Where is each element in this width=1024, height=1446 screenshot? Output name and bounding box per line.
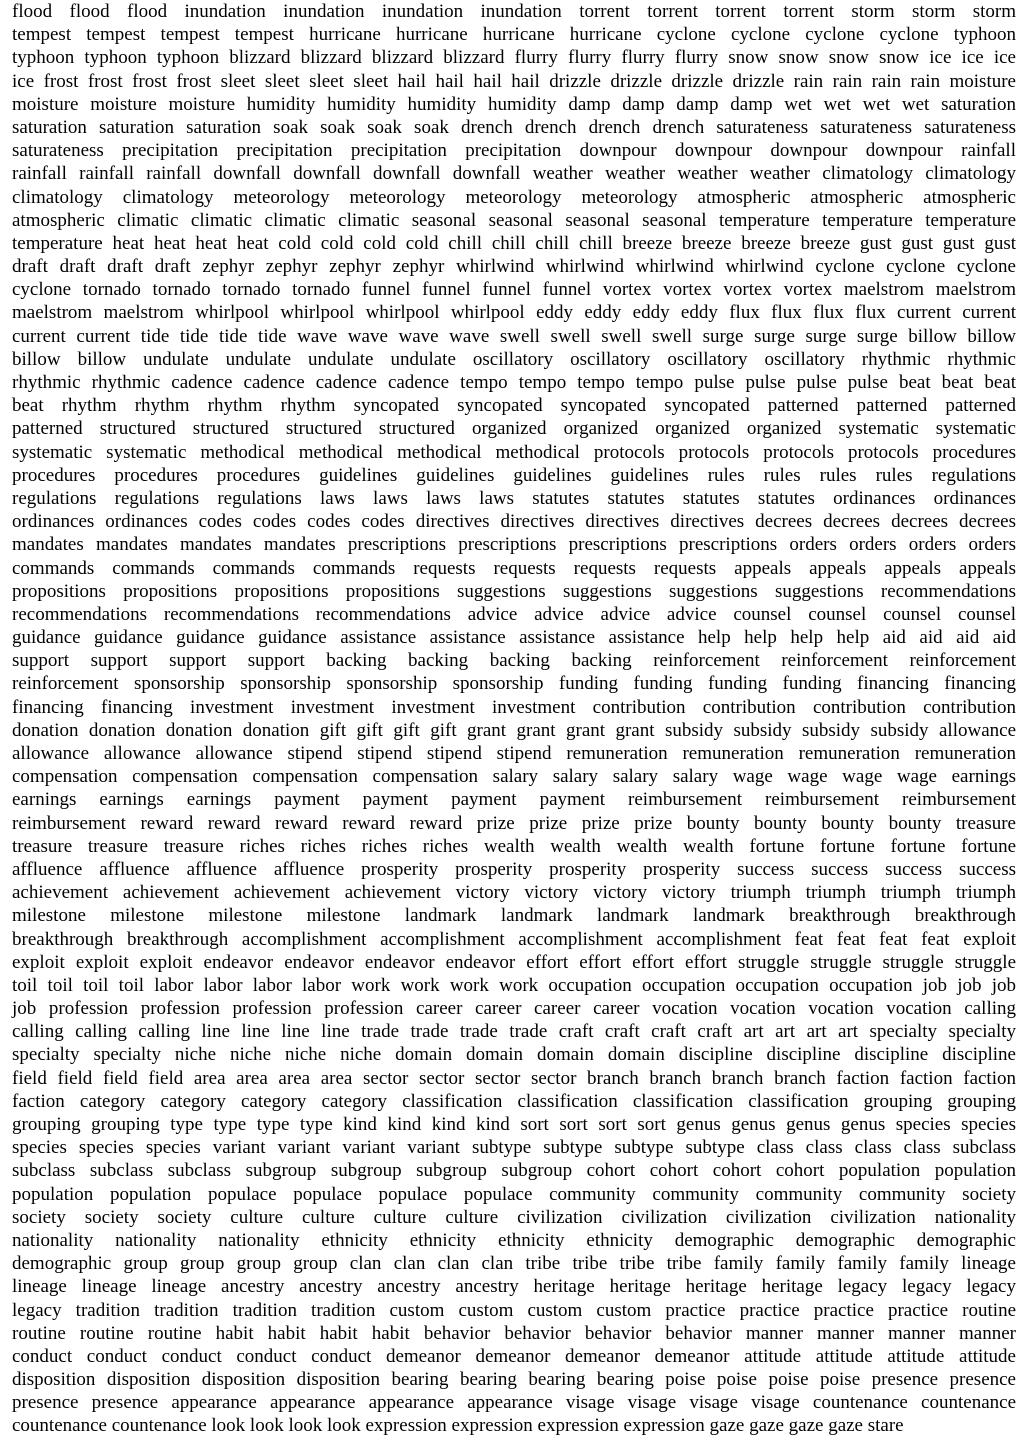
text-line: procedures procedures procedures guidelines guidelines guidelines guidelines rules rules rules rules regulations [12,464,1016,486]
text-line: routine routine routine habit habit habit habit behavior behavior behavior behavior manner manner manner manner [12,1322,1016,1344]
text-line: nationality nationality nationality ethnicity ethnicity ethnicity ethnicity demographic demographic demographic [12,1229,1016,1251]
text-line: beat rhythm rhythm rhythm rhythm syncopated syncopated syncopated syncopated patterned patterned patterned [12,395,1016,417]
text-line: presence presence appearance appearance appearance appearance visage visage visage visage countenance countenance [12,1392,1016,1414]
text-line: society society society culture culture culture culture civilization civilization civilization civilization nationality [12,1206,1016,1228]
text-line: reimbursement reward reward reward reward reward prize prize prize prize bounty bounty bounty bounty treasure [12,812,1016,834]
text-line: rhythmic rhythmic cadence cadence cadence cadence tempo tempo tempo tempo pulse pulse pulse pulse beat beat beat [12,372,1016,393]
text-line: ice frost frost frost frost sleet sleet sleet sleet hail hail hail hail drizzle drizzle drizzle drizzle rain rain rain rain moisture [12,70,1016,92]
text-line: population population populace populace populace populace community community community community society [12,1183,1016,1205]
text-line: commands commands commands commands requests requests requests requests appeals appeals appeals appeals [12,557,1016,579]
text-line: compensation compensation compensation compensation salary salary salary salary wage wage wage wage earnings [12,766,1016,788]
text-line: subclass subclass subclass subgroup subgroup subgroup subgroup cohort cohort cohort cohort population population [12,1160,1016,1182]
text-line: calling calling calling line line line line trade trade trade trade craft craft craft craft art art art art specialty specialty [12,1021,1016,1043]
text-line: draft draft draft draft zephyr zephyr zephyr zephyr whirlwind whirlwind whirlwind whirlwind cyclone cyclone cyclone [12,256,1016,278]
text-line: species species species variant variant variant variant subtype subtype subtype subtype class class class class subclass [12,1137,1016,1159]
text-line: cyclone tornado tornado tornado tornado funnel funnel funnel funnel vortex vortex vortex vortex maelstrom maelstrom [12,279,1016,301]
text-line: atmospheric climatic climatic climatic climatic seasonal seasonal seasonal seasonal temperature temperature temperature [12,209,1016,231]
text-line: specialty specialty niche niche niche niche domain domain domain domain discipline discipline discipline discipline [12,1044,1016,1066]
text-line: legacy tradition tradition tradition tradition custom custom custom custom practice practice practice practice routine [12,1299,1016,1321]
document-body [12,0,1016,1438]
text-line: regulations regulations regulations laws laws laws laws statutes statutes statutes statutes ordinances ordinances [12,487,1016,509]
text-line: treasure treasure treasure riches riches riches riches wealth wealth wealth wealth fortune fortune fortune fortune [12,835,1016,857]
text-line: patterned structured structured structured structured organized organized organized organized systematic systematic [12,418,1016,440]
text-line: mandates mandates mandates mandates prescriptions prescriptions prescriptions prescriptions orders orders orders orders [12,534,1016,556]
text-line: billow billow undulate undulate undulate undulate oscillatory oscillatory oscillatory oscillatory rhythmic rhythmic [12,348,1016,370]
text-line: achievement achievement achievement achievement victory victory victory victory triumph triumph triumph triumph [12,882,1016,904]
text-line: donation donation donation donation gift gift gift gift grant grant grant grant subsidy subsidy subsidy subsidy allowance [12,719,1016,741]
text-line: reinforcement sponsorship sponsorship sponsorship sponsorship funding funding funding funding financing financing [12,673,1016,695]
text-line: breakthrough breakthrough accomplishment accomplishment accomplishment accomplishment feat feat feat feat exploit [12,928,1016,950]
text-line: moisture moisture moisture humidity humidity humidity humidity damp damp damp damp wet wet wet wet saturation [12,93,1016,115]
text-line: saturation saturation saturation soak soak soak soak drench drench drench drench saturateness saturateness saturateness [12,116,1016,138]
text-line: demographic group group group group clan clan clan clan tribe tribe tribe tribe family family family family lineage [12,1253,1016,1275]
text-line: job profession profession profession profession career career career career vocation vocation vocation vocation calling [12,998,1016,1020]
text-line: milestone milestone milestone milestone landmark landmark landmark landmark breakthrough breakthrough [12,905,1016,927]
text-line: support support support support backing backing backing backing reinforcement reinforcement reinforcement [12,650,1016,672]
text-line: current current tide tide tide tide wave wave wave wave swell swell swell swell surge surge surge surge billow billow [12,325,1016,347]
text-line: grouping grouping type type type type kind kind kind kind sort sort sort sort genus genus genus genus species species [12,1114,1016,1135]
text-line: exploit exploit exploit endeavor endeavor endeavor endeavor effort effort effort effort struggle struggle struggle struggle [12,951,1016,973]
text-line: affluence affluence affluence affluence prosperity prosperity prosperity prosperity success success success success [12,858,1016,880]
text-line: saturateness precipitation precipitation precipitation precipitation downpour downpour downpour downpour rainfall [12,140,1016,162]
text-line: allowance allowance allowance stipend stipend stipend stipend remuneration remuneration remuneration remuneration [12,743,1016,764]
text-line: climatology climatology meteorology meteorology meteorology meteorology atmospheric atmospheric atmospheric [12,186,1016,208]
text-line: conduct conduct conduct conduct conduct demeanor demeanor demeanor demeanor attitude attitude attitude attitude [12,1345,1016,1367]
text-line: tempest tempest tempest tempest hurricane hurricane hurricane hurricane cyclone cyclone cyclone cyclone typhoon [12,24,1016,46]
text-line: propositions propositions propositions propositions suggestions suggestions suggestions suggestions recommendations [12,580,1016,602]
text-line: temperature heat heat heat heat cold cold cold cold chill chill chill chill breeze breeze breeze breeze gust gust gust gust [12,232,1016,254]
text-line: maelstrom maelstrom whirlpool whirlpool whirlpool whirlpool eddy eddy eddy eddy flux flux flux flux current current [12,302,1016,324]
text-line: field field field field area area area area sector sector sector sector branch branch branch branch faction faction faction [12,1067,1016,1089]
text-line: lineage lineage lineage ancestry ancestry ancestry ancestry heritage heritage heritage heritage legacy legacy legacy [12,1276,1016,1298]
text-line: flood flood flood inundation inundation inundation inundation torrent torrent torrent torrent storm storm storm [12,1,1016,22]
text-line: guidance guidance guidance guidance assistance assistance assistance assistance help help help help aid aid aid aid [12,627,1016,649]
text-line: systematic systematic methodical methodical methodical methodical protocols protocols protocols protocols procedures [12,441,1016,463]
text-line: earnings earnings earnings payment payment payment payment reimbursement reimbursement reimbursement [12,789,1016,811]
text-line: recommendations recommendations recommendations advice advice advice advice counsel counsel counsel counsel [12,603,1016,625]
text-line: typhoon typhoon typhoon blizzard blizzard blizzard blizzard flurry flurry flurry flurry snow snow snow snow ice ice ice [12,47,1016,69]
text-line: rainfall rainfall rainfall downfall downfall downfall downfall weather weather weather weather climatology climatology [12,163,1016,185]
text-line: financing financing investment investment investment investment contribution contribution contribution contribution [12,696,1016,718]
text-line: ordinances ordinances codes codes codes codes directives directives directives directives decrees decrees decrees decrees [12,511,1016,533]
text-line: countenance countenance look look look look expression expression expression expression gaze gaze gaze gaze stare [12,1415,904,1437]
text-line: disposition disposition disposition disposition bearing bearing bearing bearing poise poise poise poise presence presence [12,1369,1016,1391]
text-line: toil toil toil toil labor labor labor labor work work work work occupation occupation occupation occupation job job job [12,974,1016,996]
text-line: faction category category category category classification classification classification classification grouping grouping [12,1090,1016,1112]
